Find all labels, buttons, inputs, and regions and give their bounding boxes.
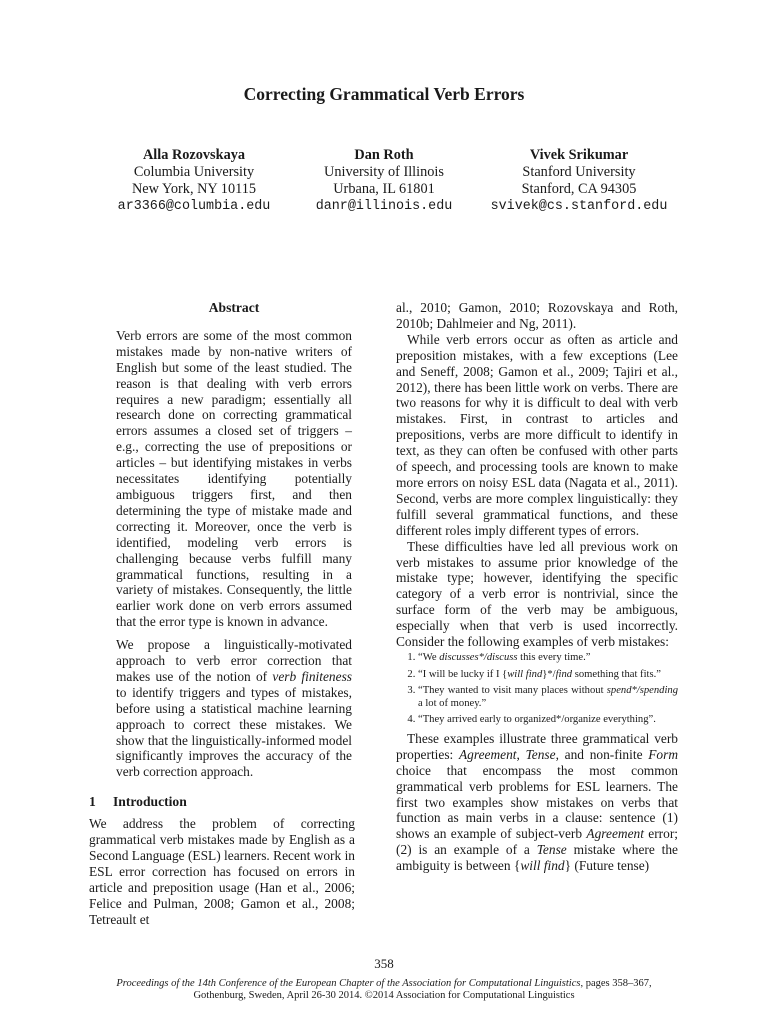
abstract-heading: Abstract <box>208 300 260 315</box>
author-name: Vivek Srikumar <box>529 147 629 163</box>
footer-proceedings: Proceedings of the 14th Conference of the European Chapter of the Association for Computational Linguistics, pages 358–367, Gothenburg, Sweden, April 26-30 2014. ©2014 Association for Computational Linguistics <box>116 978 652 1001</box>
abstract-paragraph-2: We propose a linguistically-motivated approach to verb error correction that makes use of the notion of verb finiteness to identify triggers and types of mistakes, before using a statistical machine learning approach to correct these mistakes. We show that the linguistically-informed model significantly improves the accuracy of the verb correction approach. <box>116 637 352 780</box>
examples-list <box>396 652 678 727</box>
example-4: 4. “They arrived early to organized*/organize everything”. <box>418 714 678 727</box>
paragraph-difficulties: These difficulties have led all previous work on verb mistakes to assume prior knowledge of the mistake type; however, identifying the specific category of a verb error is nontrivial, since the surface form of the verb may be ambiguous, especially when that verb is used incorrectly. Consider the following examples of verb mistakes: <box>396 538 678 650</box>
example-3: 3. “They wanted to visit many places without spend*/spending a lot of money.” <box>418 685 678 710</box>
left-column <box>89 300 355 928</box>
author-block-1 <box>104 147 284 215</box>
section-heading-introduction: 1 Introduction <box>89 794 187 810</box>
author-block-2 <box>294 147 474 215</box>
author-affiliation: Stanford University <box>522 164 636 180</box>
author-address: Stanford, CA 94305 <box>521 181 637 197</box>
author-email: svivek@cs.stanford.edu <box>490 199 668 214</box>
example-2: 2. “I will be lucky if I {will find}*/find something that fits.” <box>418 669 678 682</box>
author-email: ar3366@columbia.edu <box>117 199 271 214</box>
author-affiliation: University of Illinois <box>324 164 444 180</box>
author-name: Dan Roth <box>354 147 414 163</box>
paragraph-examples-illustrate: These examples illustrate three grammatical verb properties: Agreement, Tense, and non-finite Form choice that encompass the most common grammatical verb problems for ESL learners. The first two examples show mistakes on verbs that function as main verbs in a clause: sentence (1) shows an example of subject-verb Agreement error; (2) is an example of a Tense mistake where the ambiguity is between {will find} (Future tense) <box>396 730 678 874</box>
paragraph-verb-errors: While verb errors occur as often as article and preposition mistakes, with a few exceptions (Lee and Seneff, 2008; Gamon et al., 2009; Tajiri et al., 2012), there has been little work on verbs. There are two reasons for why it is difficult to deal with verb mistakes. First, in contrast to articles and prepositions, verbs are more difficult to identify in text, as they can often be confused with other parts of speech, and processing tools are known to make more errors on noisy ESL data (Nagata et al., 2011). Second, verbs are more complex linguistically: they fulfill several grammatical functions, and these different roles imply different types of errors. <box>396 331 678 538</box>
author-address: New York, NY 10115 <box>131 181 257 197</box>
author-email: danr@illinois.edu <box>315 199 453 214</box>
page-number: 358 <box>374 956 394 971</box>
author-affiliation: Columbia University <box>133 164 255 180</box>
example-1: 1. “We discusses*/discuss this every time.” <box>418 652 678 665</box>
paragraph-continued: al., 2010; Gamon, 2010; Rozovskaya and Roth, 2010b; Dahlmeier and Ng, 2011). <box>396 300 678 331</box>
right-column <box>396 300 678 874</box>
intro-paragraph-1: We address the problem of correcting grammatical verb mistakes made by English as a Second Language (ESL) learners. Recent work in ESL error correction has focused on errors in article and preposition usage (Han et al., 2006; Felice and Pulman, 2008; Gamon et al., 2008; Tetreault et <box>89 816 355 927</box>
abstract-paragraph-1: Verb errors are some of the most common mistakes made by non-native writers of English but some of the least studied. The reason is that dealing with verb errors requires a new paradigm; essentially all research done on correcting grammatical errors assumes a closed set of triggers – e.g., correcting the use of prepositions or articles – but identifying mistakes in verbs necessitates identifying potentially ambiguous triggers first, and then determining the type of mistake made and correcting it. Moreover, once the verb is identified, modeling verb errors is challenging because verbs fulfill many grammatical functions, resulting in a variety of mistakes. Consequently, the little earlier work done on verb errors assumed that the error type is known in advance. <box>116 327 352 630</box>
author-block-3 <box>474 147 684 215</box>
author-name: Alla Rozovskaya <box>142 147 246 163</box>
author-address: Urbana, IL 61801 <box>333 181 435 197</box>
abstract <box>116 300 352 780</box>
paper-title: Correcting Grammatical Verb Errors <box>243 84 525 104</box>
